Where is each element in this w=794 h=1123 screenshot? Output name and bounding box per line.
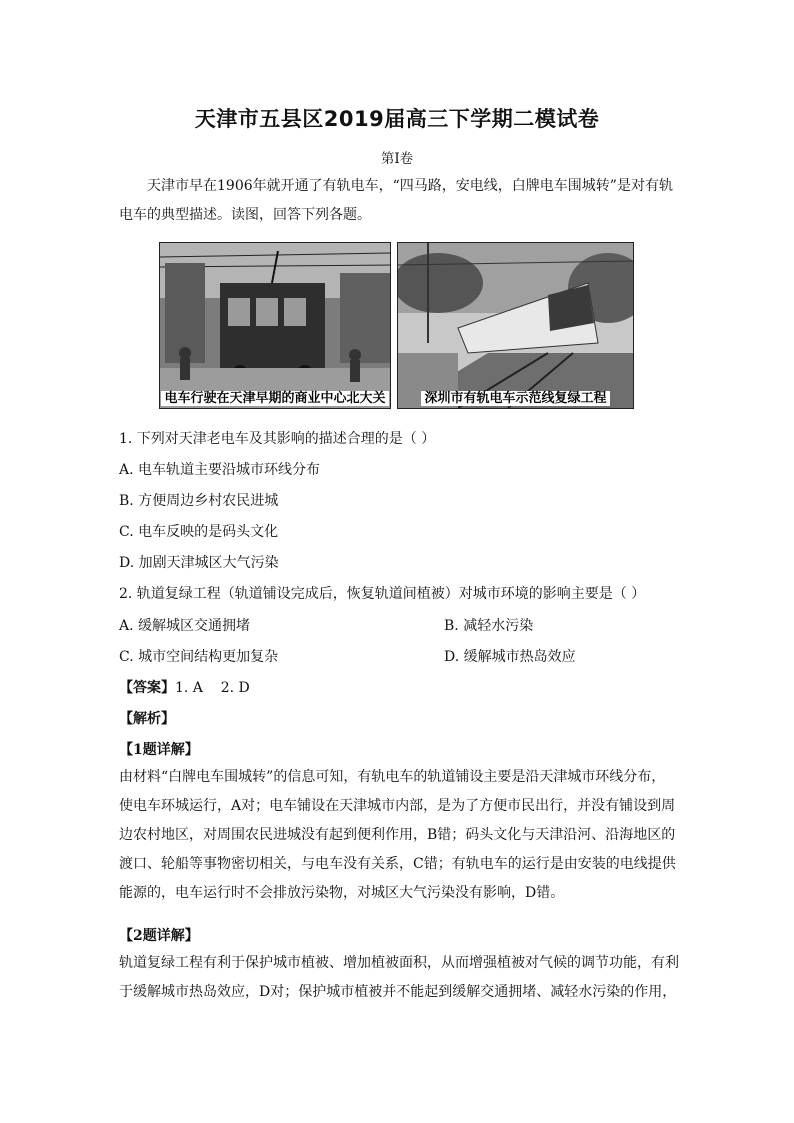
question-1-option-c: C. 电车反映的是码头文化 [119,524,279,540]
question-1-stem: 1. 下列对天津老电车及其影响的描述合理的是（ ） [119,431,436,447]
section-label: 第I卷 [380,151,414,167]
question-1-option-d: D. 加剧天津城区大气污染 [119,555,279,571]
question-1-option-a: A. 电车轨道主要沿城市环线分布 [119,462,321,478]
analysis-q2-label: 【2题详解】 [119,928,199,944]
question-2-stem: 2. 轨道复绿工程（轨道铺设完成后，恢复轨道间植被）对城市环境的影响主要是（ ） [119,586,646,602]
question-2-option-b: B. 减轻水污染 [444,618,534,634]
figure-caption-2: 深圳市有轨电车示范线复绿工程 [398,387,633,406]
intro-paragraph: 天津市早在1906年就开通了有轨电车，“四马路，安电线，白牌电车围城转”是对有轨电车的典型描述。读图，回答下列各题。 [119,178,673,223]
analysis-q2-text: 轨道复绿工程有利于保护城市植被、增加植被面积，从而增强植被对气候的调节功能，有利于缓解城市热岛效应，D对；保护城市植被并不能起到缓解交通拥堵、减轻水污染的作用， [119,955,679,1000]
answer-text: 1. A 2. D [175,680,250,696]
analysis-q1-text: 由材料“白牌电车围城转”的信息可知，有轨电车的轨道铺设主要是沿天津城市环线分布，使电车环城运行，A对；电车铺设在天津城市内部，是为了方便市民出行，并没有铺设到周边农村地区，对周围农民进城没有起到便利作用，B错；码头文化与天津沿河、沿海地区的渡口、轮船等事物密切相关，与电车没有关系，C错；有轨电车的运行是由安装的电线提供能源的，电车运行时不会排放污染物，对城区大气污染没有影响，D错。 [119,769,676,901]
analysis-label: 【解析】 [119,711,175,727]
question-2-option-a: A. 缓解城区交通拥堵 [119,618,251,634]
modern-tram-illustration [398,243,633,408]
analysis-q1-label: 【1题详解】 [119,742,199,758]
question-2-option-c: C. 城市空间结构更加复杂 [119,649,279,665]
question-1-option-b: B. 方便周边乡村农民进城 [119,493,279,509]
old-tram-photo [159,242,391,409]
page-title: 天津市五县区2019届高三下学期二模试卷 [194,107,600,131]
answer-label: 【答案】 [119,680,175,696]
modern-tram-photo [397,242,634,409]
figure-caption-1: 电车行驶在天津早期的商业中心北大关 [160,387,390,406]
old-tram-illustration [160,243,390,408]
answer-line [119,677,250,697]
question-2-option-d: D. 缓解城市热岛效应 [444,649,576,665]
